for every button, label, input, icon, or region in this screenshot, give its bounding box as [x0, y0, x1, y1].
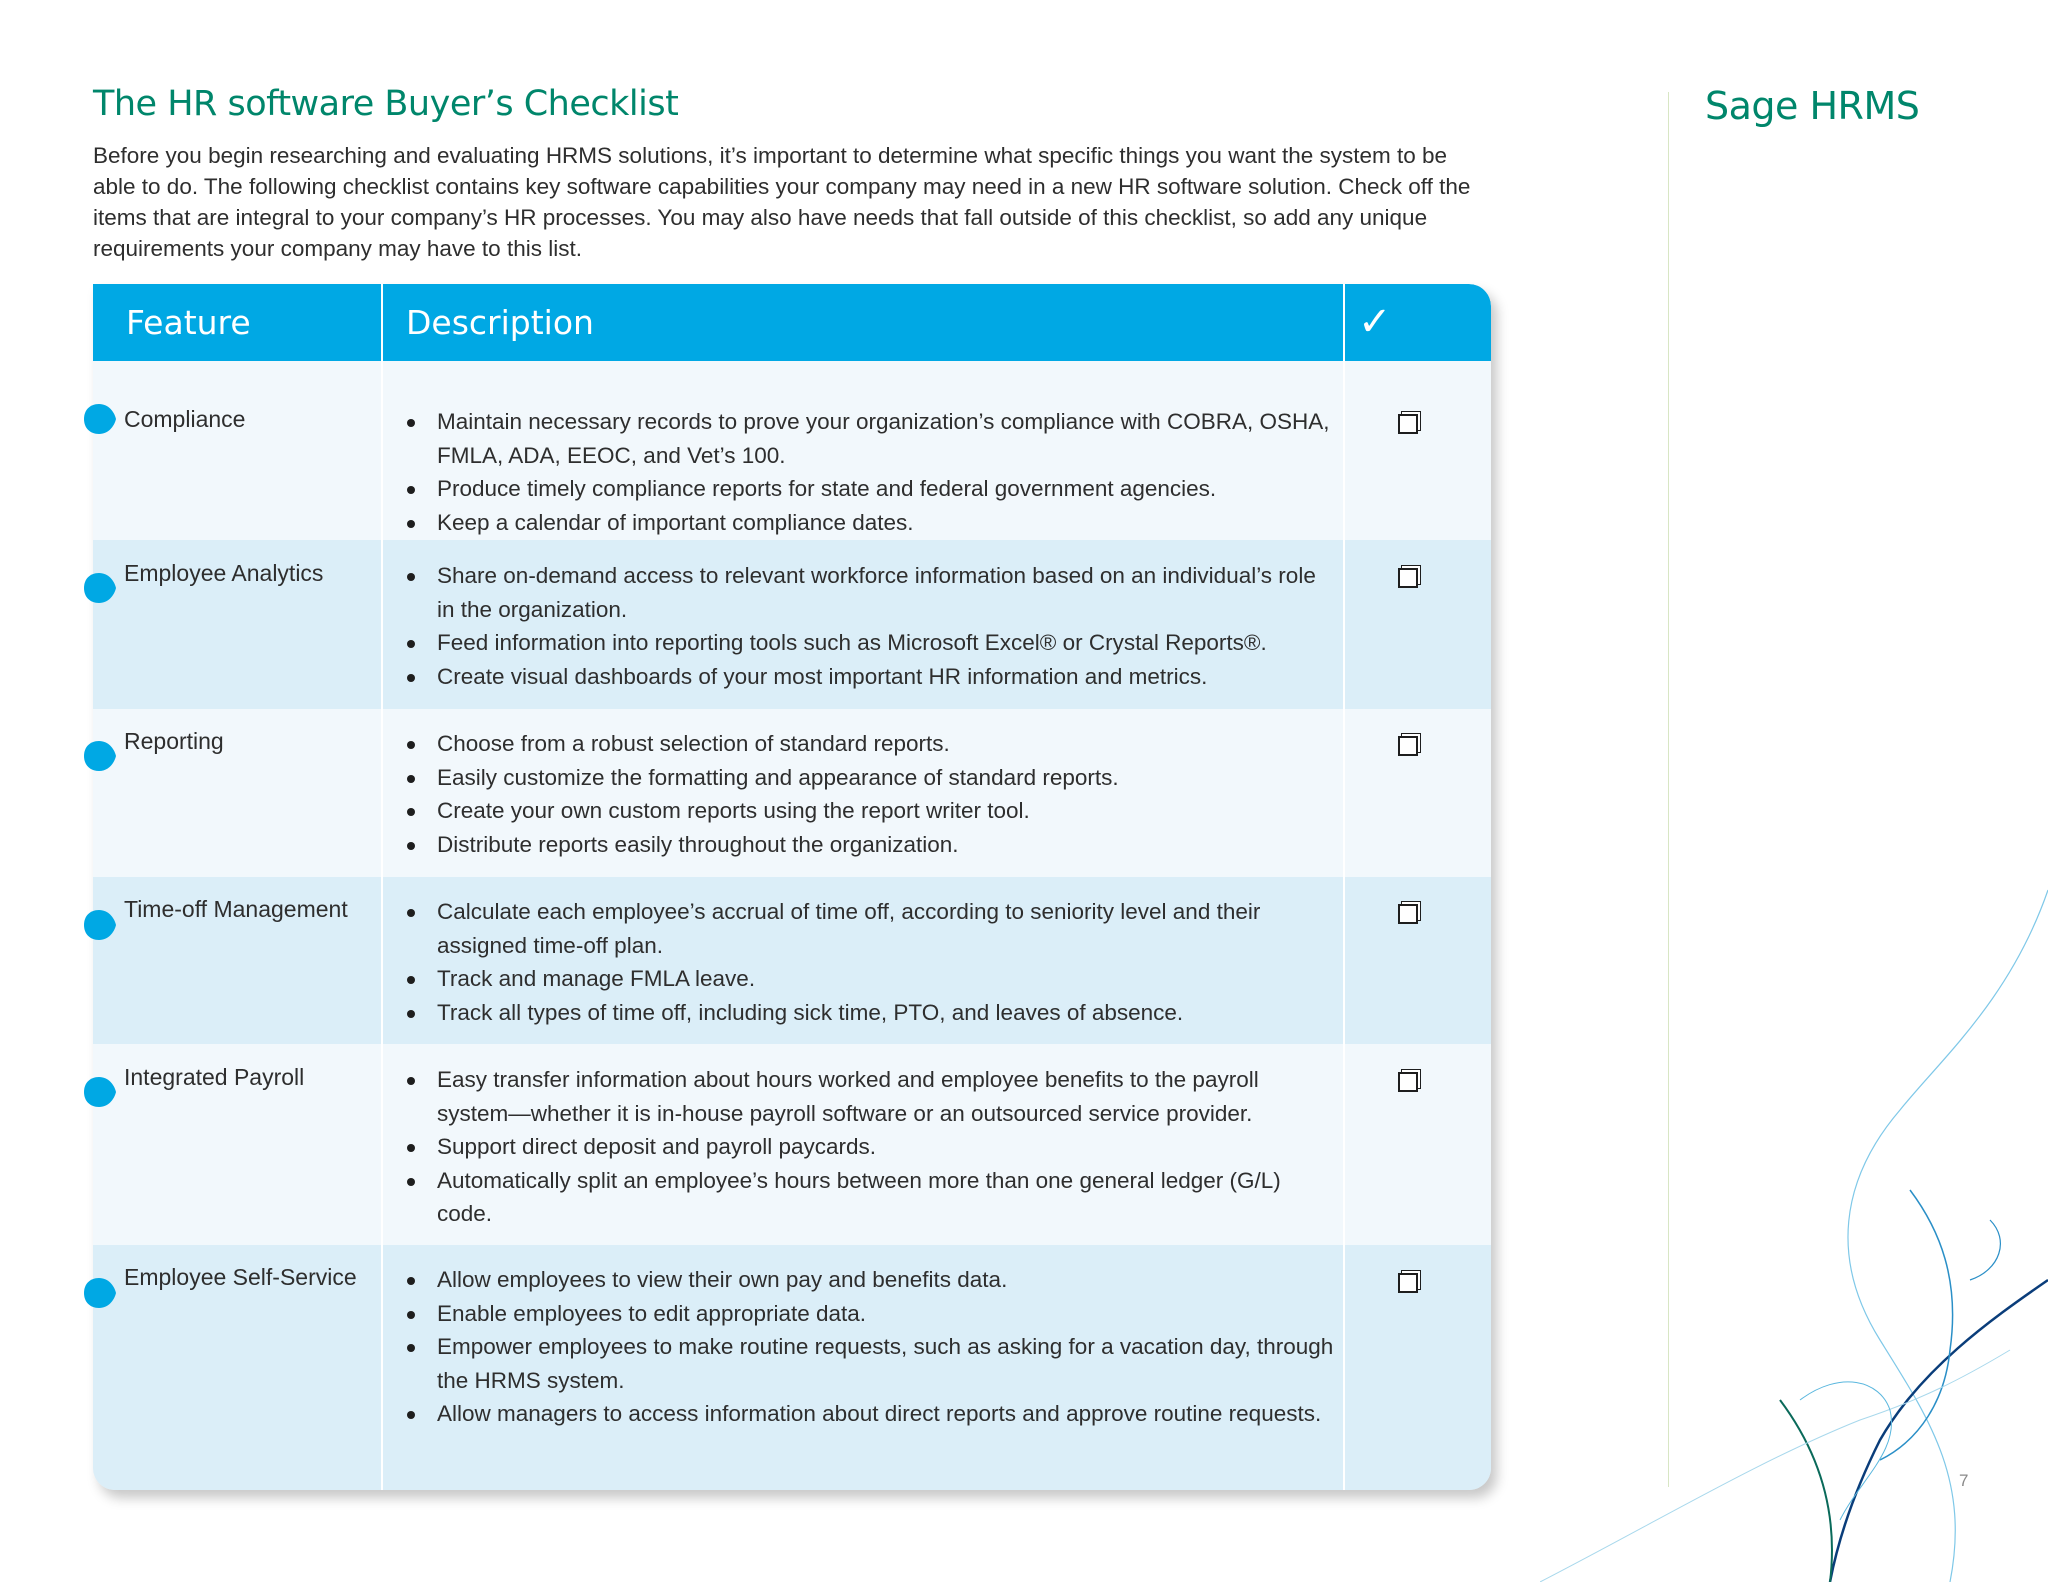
- list-item: Allow employees to view their own pay and benefits data.: [406, 1263, 1336, 1297]
- table-header: [93, 284, 1491, 361]
- description-list: [406, 727, 1336, 861]
- checklist-table: [93, 284, 1491, 1490]
- checkbox[interactable]: [1398, 736, 1418, 756]
- list-item: Feed information into reporting tools such as Microsoft Excel® or Crystal Reports®.: [406, 626, 1336, 660]
- list-item: Create visual dashboards of your most important HR information and metrics.: [406, 660, 1336, 694]
- list-item: Support direct deposit and payroll paycards.: [406, 1130, 1336, 1164]
- leaf-bullet-icon: [82, 908, 116, 942]
- description-list: [406, 405, 1336, 539]
- column-separator: [1343, 361, 1345, 1490]
- list-item: Distribute reports easily throughout the organization.: [406, 828, 1336, 862]
- header-check-icon: ✓: [1358, 299, 1392, 345]
- description-list: [406, 895, 1336, 1029]
- checkbox[interactable]: [1398, 904, 1418, 924]
- checkbox[interactable]: [1398, 568, 1418, 588]
- feature-label: Integrated Payroll: [124, 1064, 305, 1090]
- description-list: [406, 559, 1336, 693]
- feature-label: Employee Analytics: [124, 560, 324, 586]
- page-title: The HR software Buyer’s Checklist: [93, 84, 679, 124]
- table-row: [93, 709, 1491, 877]
- list-item: Create your own custom reports using the report writer tool.: [406, 794, 1336, 828]
- list-item: Easily customize the formatting and appearance of standard reports.: [406, 761, 1336, 795]
- list-item: Easy transfer information about hours worked and employee benefits to the payroll system—whether it is in-house payroll software or an outsourced service provider.: [406, 1063, 1336, 1130]
- header-description: Description: [406, 303, 594, 342]
- table-row: [93, 1245, 1491, 1490]
- leaf-bullet-icon: [82, 1276, 116, 1310]
- list-item: Calculate each employee’s accrual of time off, according to seniority level and their assigned time-off plan.: [406, 895, 1336, 962]
- header-separator: [1343, 284, 1345, 361]
- feature-label: Compliance: [124, 406, 246, 432]
- list-item: Maintain necessary records to prove your organization’s compliance with COBRA, OSHA, FMLA, ADA, EEOC, and Vet’s 100.: [406, 405, 1336, 472]
- list-item: Choose from a robust selection of standard reports.: [406, 727, 1336, 761]
- decorative-swirl-graphic: [1540, 880, 2048, 1582]
- list-item: Share on-demand access to relevant workforce information based on an individual’s role in the organization.: [406, 559, 1336, 626]
- list-item: Track all types of time off, including sick time, PTO, and leaves of absence.: [406, 996, 1336, 1030]
- description-list: [406, 1063, 1336, 1231]
- brand-logo-text: Sage HRMS: [1705, 84, 1920, 128]
- list-item: Empower employees to make routine requests, such as asking for a vacation day, through the HRMS system.: [406, 1330, 1336, 1397]
- intro-paragraph: Before you begin researching and evaluating HRMS solutions, it’s important to determine what specific things you want the system to be able to do. The following checklist contains key software capabilities your company may need in a new HR software solution. Check off the items that are integral to your company’s HR processes. You may also have needs that fall outside of this checklist, so add any unique requirements your company may have to this list.: [93, 143, 1471, 261]
- table-row: [93, 361, 1491, 540]
- checkbox[interactable]: [1398, 1072, 1418, 1092]
- list-item: Automatically split an employee’s hours between more than one general ledger (G/L) code.: [406, 1164, 1336, 1231]
- feature-label: Reporting: [124, 728, 224, 754]
- list-item: Track and manage FMLA leave.: [406, 962, 1336, 996]
- table-row: [93, 540, 1491, 709]
- list-item: Enable employees to edit appropriate data.: [406, 1297, 1336, 1331]
- feature-label: Employee Self-Service: [124, 1264, 357, 1290]
- checkbox[interactable]: [1398, 414, 1418, 434]
- table-row: [93, 877, 1491, 1044]
- page-number: 7: [1959, 1471, 1969, 1490]
- column-separator: [381, 361, 383, 1490]
- leaf-bullet-icon: [82, 1075, 116, 1109]
- leaf-bullet-icon: [82, 571, 116, 605]
- header-separator: [381, 284, 383, 361]
- leaf-bullet-icon: [82, 402, 116, 436]
- list-item: Allow managers to access information about direct reports and approve routine requests.: [406, 1397, 1336, 1431]
- checkbox[interactable]: [1398, 1273, 1418, 1293]
- list-item: Keep a calendar of important compliance dates.: [406, 506, 1336, 540]
- description-list: [406, 1263, 1336, 1431]
- header-feature: Feature: [126, 303, 251, 342]
- leaf-bullet-icon: [82, 739, 116, 773]
- table-row: [93, 1044, 1491, 1245]
- list-item: Produce timely compliance reports for state and federal government agencies.: [406, 472, 1336, 506]
- feature-label: Time-off Management: [124, 896, 348, 922]
